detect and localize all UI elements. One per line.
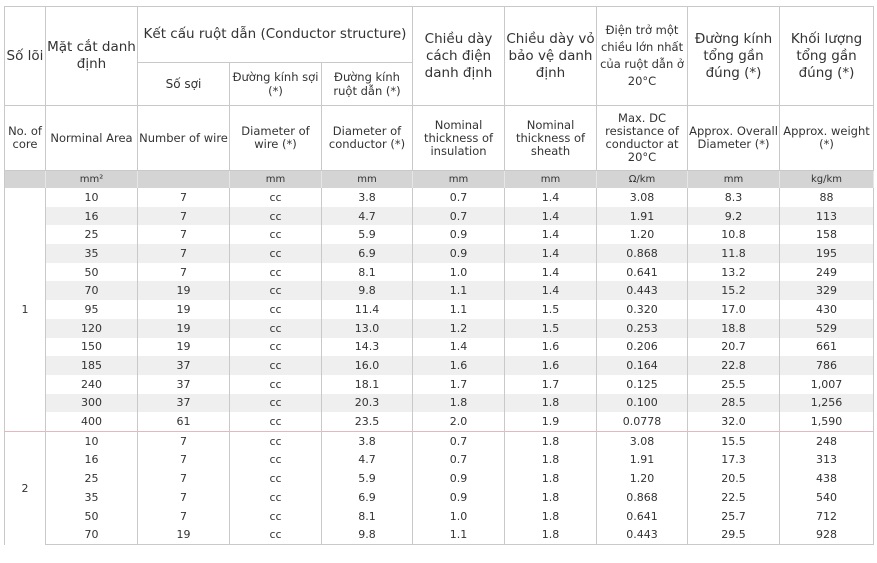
table-cell: 70 [46,525,138,544]
table-cell: 0.641 [597,507,688,526]
table-cell: 1.4 [505,244,597,263]
table-cell: 5.9 [322,225,413,244]
table-cell: 7 [138,431,230,450]
table-row [5,507,874,526]
table-cell: cc [230,375,322,394]
table-cell: 13.0 [322,319,413,338]
header-wires-en: Number of wire [138,106,230,171]
table-cell: 1.0 [413,507,505,526]
table-cell: 25.7 [688,507,780,526]
table-cell: 11.4 [322,300,413,319]
table-cell: 0.100 [597,394,688,413]
table-cell: 6.9 [322,244,413,263]
table-cell: 2.0 [413,412,505,431]
table-cell: 15.5 [688,431,780,450]
table-cell: 0.9 [413,225,505,244]
table-cell: 23.5 [322,412,413,431]
table-cell: cc [230,338,322,357]
header-cond-dia-en: Diameter of conductor (*) [322,106,413,171]
table-cell: 0.7 [413,431,505,450]
table-cell: 19 [138,338,230,357]
table-cell: 4.7 [322,451,413,470]
table-cell: 1.4 [413,338,505,357]
header-resistance-vi: Điện trở một chiều lớn nhất của ruột dẫn ở 20°C [597,7,688,106]
table-cell: 5.9 [322,469,413,488]
table-cell: 35 [46,488,138,507]
table-cell: cc [230,244,322,263]
table-cell: 22.5 [688,488,780,507]
table-cell: 0.253 [597,319,688,338]
table-cell: 0.125 [597,375,688,394]
table-cell: cc [230,356,322,375]
table-row [5,412,874,431]
table-cell: cc [230,207,322,226]
header-wire-dia-en: Diameter of wire (*) [230,106,322,171]
table-cell: 7 [138,488,230,507]
unit-cell: kg/km [780,171,874,189]
table-row [5,263,874,282]
table-cell: 7 [138,244,230,263]
table-cell: 9.8 [322,281,413,300]
table-cell: cc [230,412,322,431]
table-cell: 329 [780,281,874,300]
table-cell: 18.8 [688,319,780,338]
table-cell: 0.9 [413,488,505,507]
table-cell: 529 [780,319,874,338]
table-cell: 0.9 [413,469,505,488]
unit-cell: mm [505,171,597,189]
table-cell: 430 [780,300,874,319]
table-cell: 6.9 [322,488,413,507]
table-cell: 0.206 [597,338,688,357]
table-cell: 7 [138,507,230,526]
table-cell: 17.3 [688,451,780,470]
table-cell: 25 [46,225,138,244]
table-cell: 249 [780,263,874,282]
header-cond-dia-vi: Đường kính ruột dẫn (*) [322,63,413,106]
table-cell: 19 [138,281,230,300]
table-cell: 1.9 [505,412,597,431]
table-cell: cc [230,451,322,470]
table-row [5,488,874,507]
table-cell: 11.8 [688,244,780,263]
table-cell: 1.1 [413,525,505,544]
cable-spec-table [4,6,874,545]
table-cell: 19 [138,319,230,338]
table-cell: 70 [46,281,138,300]
table-cell: 3.08 [597,431,688,450]
table-cell: 1.91 [597,451,688,470]
table-cell: 7 [138,263,230,282]
table-cell: 14.3 [322,338,413,357]
table-cell: cc [230,488,322,507]
table-cell: 19 [138,525,230,544]
table-cell: 4.7 [322,207,413,226]
header-wire-dia-vi: Đường kính sợi (*) [230,63,322,106]
table-cell: 1.5 [505,319,597,338]
table-cell: 7 [138,225,230,244]
table-cell: 1,590 [780,412,874,431]
header-insulation-vi: Chiều dày cách điện danh định [413,7,505,106]
table-cell: 661 [780,338,874,357]
table-cell: 35 [46,244,138,263]
table-cell: 28.5 [688,394,780,413]
table-cell: 16 [46,207,138,226]
table-cell: 1.4 [505,207,597,226]
unit-cell: mm [413,171,505,189]
table-cell: 1.6 [413,356,505,375]
table-cell: 1.7 [413,375,505,394]
table-cell: 20.3 [322,394,413,413]
header-area-vi: Mặt cắt danh định [46,7,138,106]
table-cell: 1.4 [505,281,597,300]
table-cell: 1.8 [505,525,597,544]
table-cell: 1.91 [597,207,688,226]
table-cell: 712 [780,507,874,526]
table-cell: 248 [780,431,874,450]
table-cell: 1.7 [505,375,597,394]
core-count-cell: 2 [5,431,46,544]
table-cell: 0.164 [597,356,688,375]
table-cell: cc [230,263,322,282]
table-cell: 10 [46,188,138,207]
table-cell: 0.7 [413,207,505,226]
unit-cell: mm [230,171,322,189]
table-cell: 8.3 [688,188,780,207]
table-cell: 37 [138,375,230,394]
table-cell: 1.4 [505,188,597,207]
table-cell: 0.443 [597,281,688,300]
table-cell: 1.8 [413,394,505,413]
table-cell: 0.7 [413,451,505,470]
table-cell: 185 [46,356,138,375]
table-cell: 240 [46,375,138,394]
header-overall-dia-en: Approx. Overall Diameter (*) [688,106,780,171]
table-cell: 150 [46,338,138,357]
table-cell: 113 [780,207,874,226]
table-row [5,525,874,544]
table-cell: 1.8 [505,431,597,450]
table-cell: cc [230,281,322,300]
table-row [5,244,874,263]
table-cell: 7 [138,451,230,470]
table-cell: 438 [780,469,874,488]
table-cell: 37 [138,394,230,413]
table-cell: cc [230,300,322,319]
table-cell: 0.320 [597,300,688,319]
table-cell: 0.641 [597,263,688,282]
table-cell: 1.6 [505,356,597,375]
table-cell: cc [230,319,322,338]
table-cell: 1.8 [505,469,597,488]
table-cell: cc [230,507,322,526]
table-cell: 540 [780,488,874,507]
header-resistance-en: Max. DC resistance of conductor at 20°C [597,106,688,171]
table-cell: 1,007 [780,375,874,394]
header-cores-vi: Số lõi [5,7,46,106]
table-cell: 8.1 [322,263,413,282]
table-cell: 300 [46,394,138,413]
table-cell: 9.2 [688,207,780,226]
table-cell: 1.2 [413,319,505,338]
table-cell: 20.7 [688,338,780,357]
table-cell: 1.8 [505,507,597,526]
table-cell: 13.2 [688,263,780,282]
table-cell: 1.0 [413,263,505,282]
table-cell: 0.9 [413,244,505,263]
table-cell: 15.2 [688,281,780,300]
table-row [5,338,874,357]
table-cell: 18.1 [322,375,413,394]
table-cell: 0.7 [413,188,505,207]
unit-cell [138,171,230,189]
header-wires-vi: Số sợi [138,63,230,106]
table-cell: 25.5 [688,375,780,394]
table-cell: 1.8 [505,394,597,413]
table-cell: 8.1 [322,507,413,526]
table-row [5,375,874,394]
table-cell: 9.8 [322,525,413,544]
header-overall-dia-vi: Đường kính tổng gần đúng (*) [688,7,780,106]
unit-cell: mm [322,171,413,189]
table-cell: 22.8 [688,356,780,375]
table-cell: 1,256 [780,394,874,413]
table-cell: 786 [780,356,874,375]
table-cell: 3.8 [322,188,413,207]
table-cell: 313 [780,451,874,470]
table-cell: cc [230,431,322,450]
table-cell: 0.868 [597,244,688,263]
table-row [5,207,874,226]
header-sheath-vi: Chiều dày vỏ bảo vệ danh định [505,7,597,106]
table-cell: cc [230,469,322,488]
table-row [5,225,874,244]
table-cell: 400 [46,412,138,431]
table-row [5,451,874,470]
table-cell: 195 [780,244,874,263]
table-cell: 25 [46,469,138,488]
header-weight-vi: Khối lượng tổng gần đúng (*) [780,7,874,106]
table-cell: 1.1 [413,300,505,319]
table-cell: 88 [780,188,874,207]
table-cell: 16 [46,451,138,470]
table-cell: 3.8 [322,431,413,450]
table-row [5,431,874,450]
table-cell: 120 [46,319,138,338]
table-cell: 3.08 [597,188,688,207]
table-row [5,300,874,319]
table-cell: 17.0 [688,300,780,319]
table-row [5,319,874,338]
header-structure-vi: Kết cấu ruột dẫn (Conductor structure) [138,7,413,63]
header-area-en: Norminal Area [46,106,138,171]
table-cell: 0.0778 [597,412,688,431]
header-weight-en: Approx. weight (*) [780,106,874,171]
table-cell: 1.8 [505,451,597,470]
table-cell: 7 [138,469,230,488]
table-cell: 10.8 [688,225,780,244]
unit-cell: mm² [46,171,138,189]
table-cell: 0.868 [597,488,688,507]
table-cell: 928 [780,525,874,544]
table-row [5,356,874,375]
unit-cell: Ω/km [597,171,688,189]
table-cell: 50 [46,507,138,526]
table-cell: 1.5 [505,300,597,319]
table-cell: cc [230,525,322,544]
table-cell: 1.20 [597,469,688,488]
table-cell: 10 [46,431,138,450]
table-cell: 7 [138,188,230,207]
unit-cell [5,171,46,189]
table-cell: 32.0 [688,412,780,431]
table-cell: 1.8 [505,488,597,507]
table-row [5,188,874,207]
table-cell: cc [230,394,322,413]
table-cell: cc [230,225,322,244]
table-cell: 158 [780,225,874,244]
table-cell: 20.5 [688,469,780,488]
table-cell: 1.6 [505,338,597,357]
table-cell: 61 [138,412,230,431]
table-cell: 1.20 [597,225,688,244]
table-row [5,281,874,300]
unit-cell: mm [688,171,780,189]
table-cell: 16.0 [322,356,413,375]
header-cores-en: No. of core [5,106,46,171]
table-row [5,394,874,413]
table-cell: 0.443 [597,525,688,544]
table-cell: 50 [46,263,138,282]
header-sheath-en: Nominal thickness of sheath [505,106,597,171]
table-cell: 1.4 [505,263,597,282]
core-count-cell: 1 [5,188,46,431]
table-cell: 1.4 [505,225,597,244]
header-insulation-en: Nominal thickness of insulation [413,106,505,171]
table-cell: 7 [138,207,230,226]
table-cell: 1.1 [413,281,505,300]
table-row [5,469,874,488]
table-cell: 37 [138,356,230,375]
table-cell: 19 [138,300,230,319]
table-cell: 95 [46,300,138,319]
table-cell: 29.5 [688,525,780,544]
table-cell: cc [230,188,322,207]
